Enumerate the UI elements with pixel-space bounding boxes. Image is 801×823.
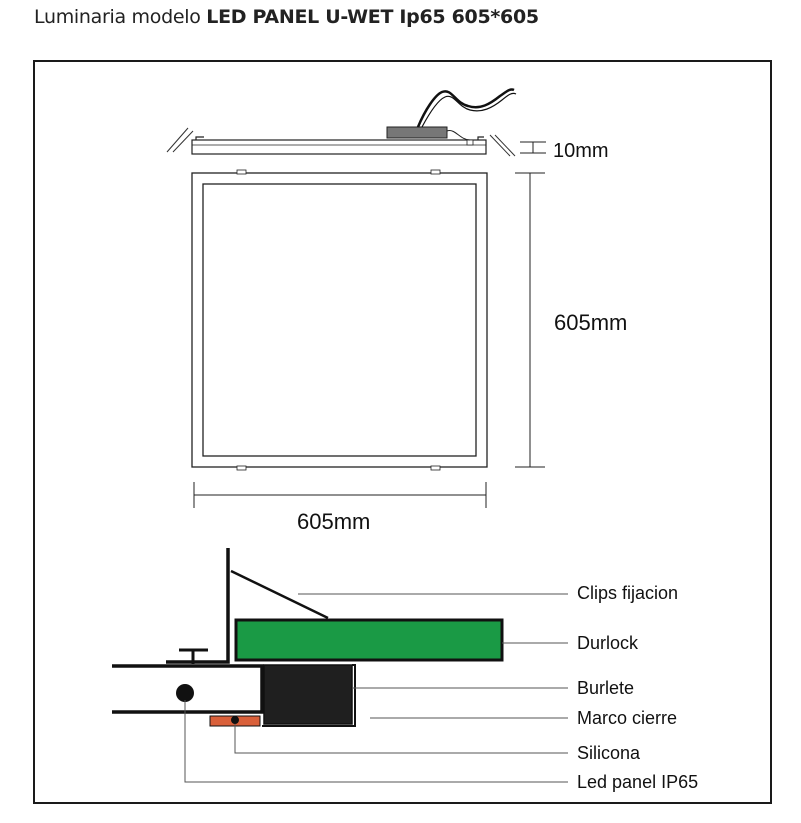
panel-tab-top-right [431,170,440,174]
label-silicona: Silicona [577,743,641,763]
label-marco: Marco cierre [577,708,678,728]
front-view [192,170,627,534]
panel-tab-bottom-left [237,466,246,470]
durlock-board [236,620,502,660]
thickness-label: 10mm [553,140,609,162]
silicona-dot [231,716,239,724]
panel-tab-bottom-right [431,466,440,470]
width-label: 605mm [297,509,371,534]
ceiling-bracket [166,548,228,662]
driver-cable-connector [447,131,470,140]
ceiling-hint-right-2 [490,135,510,156]
power-cable-2 [422,93,516,127]
section-detail [112,548,698,792]
title-prefix: Luminaria modelo [34,6,201,28]
panel-inner-frame [203,184,476,456]
driver-box [387,127,447,138]
leader-silicona [235,724,568,753]
burlete-block [264,665,352,724]
height-label: 605mm [554,310,628,335]
title-model: LED PANEL U-WET Ip65 605*605 [206,6,539,28]
label-clips: Clips fijacion [577,583,679,603]
ceiling-hint-right [495,135,515,156]
panel-side-profile [192,140,486,154]
label-led-panel: Led panel IP65 [577,772,699,792]
side-connector [467,140,473,145]
side-view [167,89,609,162]
panel-tab-top-left [237,170,246,174]
label-burlete: Burlete [577,678,635,698]
led-panel-dot [176,684,194,702]
label-durlock: Durlock [577,633,639,653]
